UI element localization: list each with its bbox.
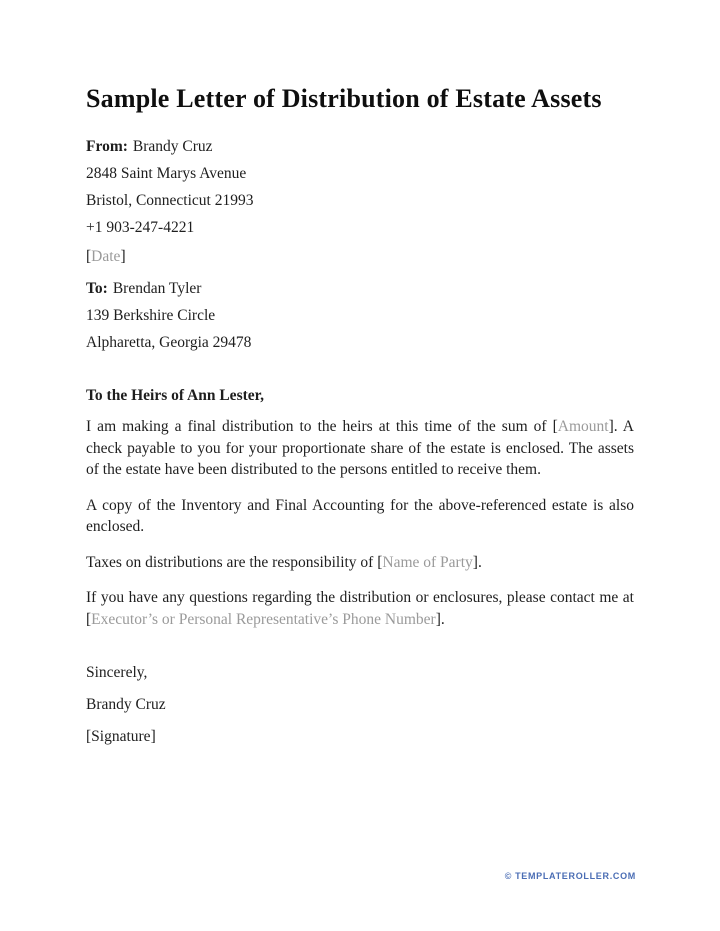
page-title: Sample Letter of Distribution of Estate Assets [86,84,602,113]
recipient-to-line [86,280,634,297]
sender-name: Brandy Cruz [132,138,213,155]
sender-phone: +1 903-247-4221 [86,219,195,236]
bracket-close: ] [435,610,441,628]
salutation: To the Heirs of Ann Lester, [86,387,264,404]
phone-number-placeholder: Executor’s or Personal Representative’s Phone Number [91,610,436,628]
paragraph-distribution-text-after: . A check payable to you for your proportionate share of the estate is enclosed. The assets of the estate have been distributed to the persons entitled to receive them. [86,418,635,478]
recipient-address-line-2: Alpharetta, Georgia 29478 [86,334,252,351]
paragraph-questions-text-after: . [440,610,445,628]
name-of-party-placeholder: Name of Party [382,553,473,571]
bracket-open: [ [377,553,383,571]
footer-brand-text: TEMPLATEROLLER.COM [515,871,636,881]
paragraph-questions [86,587,634,630]
paragraph-distribution [86,416,634,481]
closing-block [86,664,634,745]
recipient-to-label: To: [86,280,108,297]
footer-brand [505,871,636,881]
paragraph-taxes [86,552,634,574]
recipient-name: Brendan Tyler [112,280,202,297]
sender-from-label: From: [86,138,128,155]
bracket-open: [ [552,418,558,435]
valediction: Sincerely, [86,664,148,681]
paragraph-inventory: A copy of the Inventory and Final Accounting for the above-referenced estate is also enclosed. [86,496,634,535]
amount-placeholder: Amount [557,418,609,435]
date-placeholder-line [86,248,634,265]
paragraph-questions-text: If you have any questions regarding the distribution or enclosures, please contact me at [86,589,634,606]
bracket-close: ] [608,418,614,435]
sender-address-line-1: 2848 Saint Marys Avenue [86,165,247,182]
sender-address-line-2: Bristol, Connecticut 21993 [86,192,254,209]
signer-name: Brandy Cruz [86,696,166,713]
copyright-icon: © [504,871,513,881]
paragraph-taxes-text-after: . [477,553,482,571]
paragraph-taxes-text: Taxes on distributions are the responsibility of [86,553,378,571]
sender-from-line [86,138,634,155]
bracket-close: ] [120,248,126,265]
recipient-address-line-1: 139 Berkshire Circle [86,307,216,324]
bracket-open: [ [86,248,92,265]
bracket-open: [ [86,610,92,628]
bracket-close: ] [472,553,478,571]
paragraph-distribution-text: I am making a final distribution to the heirs at this time of the sum of [86,418,553,435]
signature-placeholder: [Signature] [86,728,156,745]
date-placeholder: Date [91,248,121,265]
